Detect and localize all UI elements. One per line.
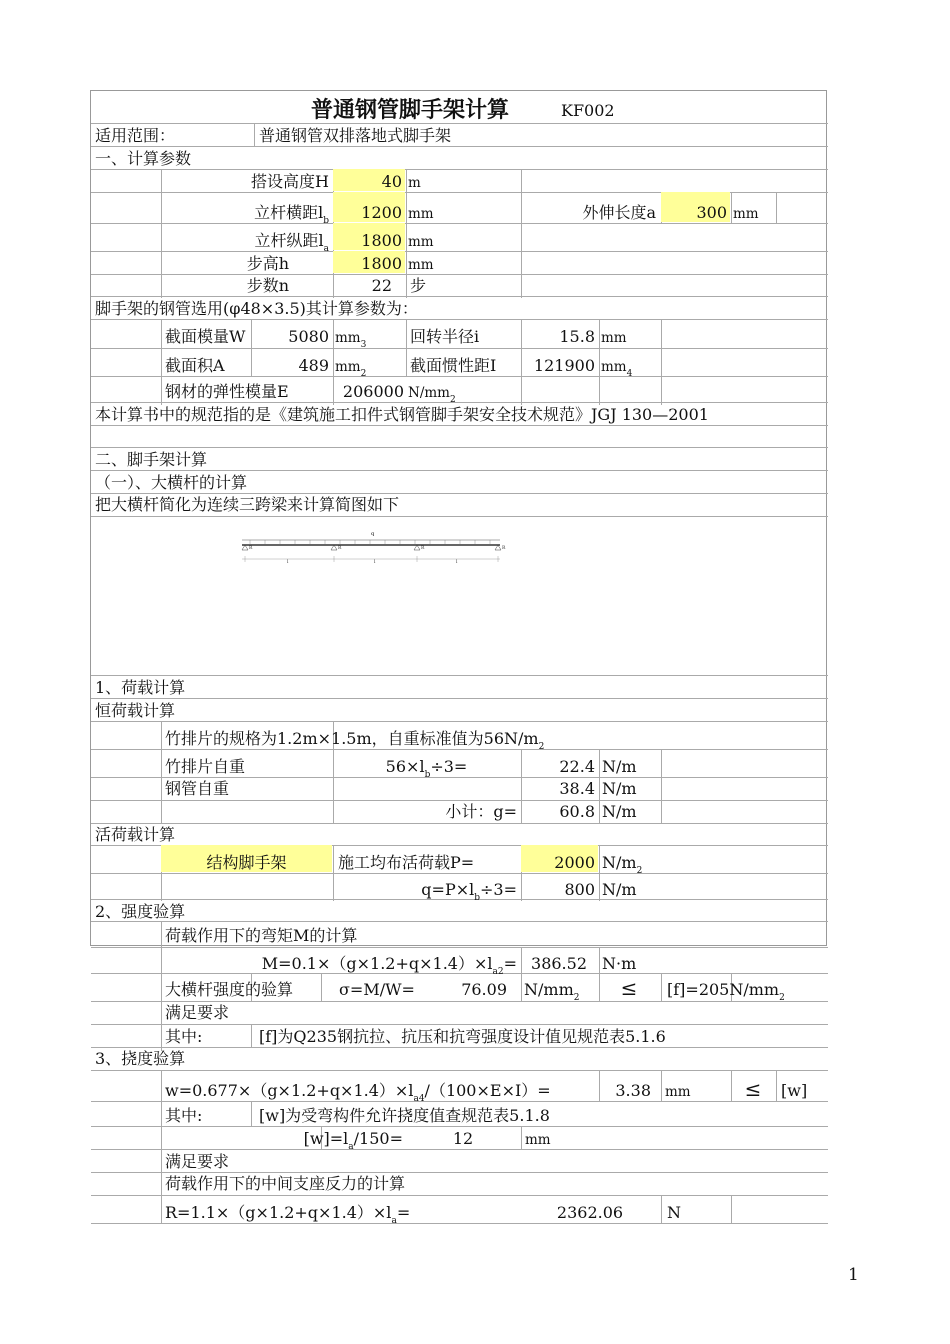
section-modulus-value: 5080 bbox=[288, 327, 329, 346]
norm-note: 本计算书中的规范指的是《建筑施工扣件式钢管脚手架安全技术规范》JGJ 130—2001 bbox=[95, 405, 709, 424]
strength-ok: 满足要求 bbox=[165, 1003, 230, 1022]
reaction-value: 2362.06 bbox=[556, 1203, 624, 1222]
pipe-weight-unit: N/m bbox=[602, 779, 637, 798]
deflection-less-equal-sign: ≤ bbox=[744, 1077, 762, 1101]
scope-value: 普通钢管双排落地式脚手架 bbox=[259, 126, 452, 145]
live-load-unit: N/m 2 bbox=[602, 853, 643, 876]
step-height-label: 步高h bbox=[246, 254, 289, 273]
stress-unit: N/mm 2 bbox=[524, 980, 580, 1003]
strength-where-label: 其中: bbox=[165, 1027, 203, 1046]
elastic-modulus-label: 钢材的弹性模量E bbox=[165, 382, 289, 401]
transverse-spacing-label: 立杆横距l b bbox=[254, 203, 329, 226]
load-calc-title: 1、荷载计算 bbox=[95, 678, 186, 697]
height-label: 搭设高度H bbox=[251, 172, 329, 191]
allowable-deflection: [w] bbox=[781, 1081, 808, 1100]
stress-formula: σ=M/W= bbox=[339, 980, 415, 999]
bamboo-weight-value: 22.4 bbox=[559, 757, 595, 776]
deflection-value: 3.38 bbox=[615, 1081, 651, 1100]
height-value[interactable]: 40 bbox=[333, 169, 405, 191]
moment-title: 荷载作用下的弯矩M的计算 bbox=[165, 926, 358, 945]
live-load-value[interactable]: 2000 bbox=[521, 845, 598, 872]
live-load-title: 活荷载计算 bbox=[95, 825, 176, 844]
strength-title: 2、强度验算 bbox=[95, 902, 186, 921]
moment-unit: N·m bbox=[602, 954, 637, 973]
line-load-value: 800 bbox=[564, 880, 595, 899]
overhang-label: 外伸长度a bbox=[582, 203, 656, 222]
gyration-radius-unit: mm bbox=[601, 329, 627, 346]
overhang-value[interactable]: 300 bbox=[661, 192, 730, 222]
scope-label: 适用范围： bbox=[95, 126, 176, 145]
deflection-limit-formula: [w]=l a /150= bbox=[303, 1129, 403, 1152]
strength-check-label: 大横杆强度的验算 bbox=[165, 980, 294, 999]
reaction-label: R bbox=[249, 546, 253, 551]
reaction-label: R bbox=[502, 546, 506, 551]
allowable-stress: [f]=205N/mm 2 bbox=[667, 980, 785, 1003]
stress-value: 76.09 bbox=[461, 980, 507, 999]
span-label: l bbox=[374, 560, 376, 565]
deflection-unit: mm bbox=[665, 1083, 691, 1100]
pipe-intro: 脚手架的钢管选用(φ48×3.5)其计算参数为： bbox=[95, 299, 418, 318]
elastic-modulus-unit: N/mm 2 bbox=[408, 384, 456, 405]
live-load-label: 施工均布活荷载P= bbox=[338, 853, 475, 872]
span-label: l bbox=[456, 560, 458, 565]
bamboo-weight-unit: N/m bbox=[602, 757, 637, 776]
deflection-where-label: 其中: bbox=[165, 1106, 203, 1125]
page-title: 普通钢管脚手架计算 bbox=[311, 97, 510, 123]
dead-subtotal-value: 60.8 bbox=[559, 802, 595, 821]
overhang-unit: mm bbox=[733, 205, 759, 222]
moment-formula: M=0.1×（g×1.2+q×1.4）×l a 2 = bbox=[261, 954, 517, 977]
bamboo-weight-label: 竹排片自重 bbox=[165, 757, 246, 776]
section-modulus-label: 截面模量W bbox=[165, 327, 246, 346]
section-area-unit: mm 2 bbox=[335, 358, 367, 379]
step-count-label: 步数n bbox=[246, 276, 289, 295]
dead-subtotal-unit: N/m bbox=[602, 802, 637, 821]
load-q-label: q bbox=[371, 531, 375, 537]
deflection-where-note: [w]为受弯构件允许挠度值查规范表5.1.8 bbox=[259, 1106, 550, 1125]
section-2-title: 二、脚手架计算 bbox=[95, 450, 208, 469]
step-count-value: 22 bbox=[371, 276, 392, 295]
pipe-weight-value: 38.4 bbox=[559, 779, 595, 798]
strength-where-note: [f]为Q235钢抗拉、抗压和抗弯强度设计值见规范表5.1.6 bbox=[259, 1027, 666, 1046]
bamboo-spec: 竹排片的规格为1.2m×1.5m，自重标准值为56N/m 2 bbox=[165, 729, 545, 752]
section-area-label: 截面积A bbox=[165, 356, 225, 375]
bamboo-weight-formula: 56×l b ÷3= bbox=[385, 757, 468, 780]
reaction-label: R bbox=[421, 546, 425, 551]
reaction-formula: R=1.1×（g×1.2+q×1.4）×l a = bbox=[165, 1203, 411, 1226]
step-count-unit: 步 bbox=[410, 276, 427, 295]
deflection-ok: 满足要求 bbox=[165, 1152, 230, 1171]
line-load-unit: N/m bbox=[602, 880, 637, 899]
dead-load-title: 恒荷载计算 bbox=[95, 701, 176, 720]
dead-subtotal-label: 小计：g= bbox=[445, 802, 517, 821]
height-unit: m bbox=[408, 174, 421, 191]
reaction-title: 荷载作用下的中间支座反力的计算 bbox=[165, 1174, 406, 1193]
transverse-spacing-value[interactable]: 1200 bbox=[333, 192, 405, 222]
span-label: l bbox=[287, 560, 289, 565]
deflection-limit-unit: mm bbox=[525, 1131, 551, 1148]
deflection-formula: w=0.677×（g×1.2+q×1.4）×l a 4 /（100×E×I）= bbox=[165, 1081, 551, 1104]
section-area-value: 489 bbox=[298, 356, 329, 375]
line-load-formula: q=P×l b ÷3= bbox=[421, 880, 517, 903]
moment-inertia-unit: mm 4 bbox=[601, 358, 633, 379]
ledger-subtitle: （一）、大横杆的计算 bbox=[95, 473, 248, 492]
page-number: 1 bbox=[848, 1265, 859, 1285]
pipe-weight-label: 钢管自重 bbox=[165, 779, 230, 798]
longitudinal-spacing-unit: mm bbox=[408, 233, 434, 250]
diagram-note: 把大横杆简化为连续三跨梁来计算简图如下 bbox=[95, 495, 400, 514]
moment-value: 386.52 bbox=[531, 954, 587, 973]
elastic-modulus-value: 206000 bbox=[342, 382, 404, 401]
moment-inertia-value: 121900 bbox=[533, 356, 595, 375]
longitudinal-spacing-value[interactable]: 1800 bbox=[333, 223, 405, 250]
reaction-label: R bbox=[338, 546, 342, 551]
section-modulus-unit: mm 3 bbox=[335, 329, 367, 350]
deflection-limit-value: 12 bbox=[452, 1129, 474, 1148]
step-height-unit: mm bbox=[408, 256, 434, 273]
moment-inertia-label: 截面惯性距I bbox=[410, 356, 497, 375]
scaffold-type[interactable]: 结构脚手架 bbox=[161, 845, 332, 872]
gyration-radius-label: 回转半径i bbox=[410, 327, 480, 346]
section-1-title: 一、计算参数 bbox=[95, 149, 192, 168]
deflection-title: 3、挠度验算 bbox=[95, 1049, 186, 1068]
step-height-value[interactable]: 1800 bbox=[333, 251, 405, 273]
doc-code: KF002 bbox=[561, 101, 615, 120]
reaction-unit: N bbox=[667, 1203, 681, 1222]
gyration-radius-value: 15.8 bbox=[559, 327, 595, 346]
longitudinal-spacing-label: 立杆纵距l a bbox=[254, 231, 329, 254]
transverse-spacing-unit: mm bbox=[408, 205, 434, 222]
three-span-beam-diagram bbox=[240, 530, 515, 566]
less-equal-sign: ≤ bbox=[620, 976, 638, 1000]
